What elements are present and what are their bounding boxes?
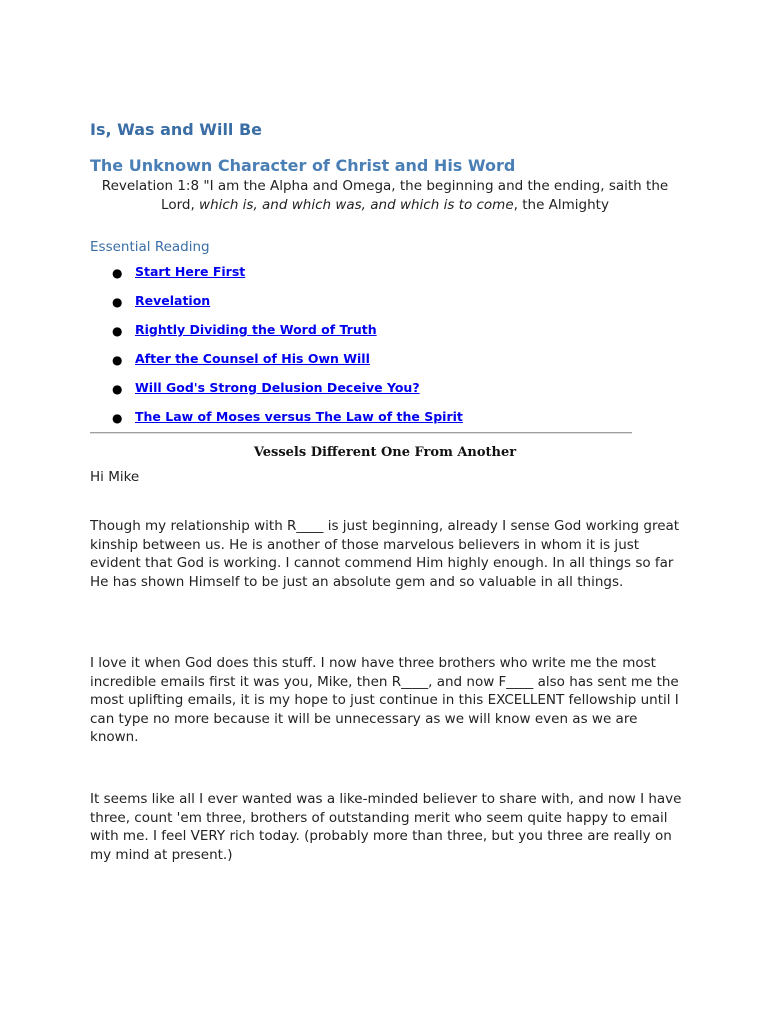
list-item xyxy=(110,322,463,351)
list-item xyxy=(110,293,463,322)
bullet-icon: ● xyxy=(112,382,123,396)
bullet-icon: ● xyxy=(112,353,123,367)
link-strong-delusion[interactable]: Will God's Strong Delusion Deceive You? xyxy=(135,380,420,395)
bullet-icon: ● xyxy=(112,295,123,309)
verse-text: Revelation 1:8 "I am the Alpha and Omega, the beginning and the ending, saith the Lord, xyxy=(101,178,669,213)
paragraph-1: Though my relationship with R____ is just beginning, already I sense God working great kinship between us. He is another of those marvelous believers in whom it is just evident that God is working. I cannot commend Him highly enough. In all things so far He has shown Himself to be just an absolute gem and so valuable in all things. xyxy=(90,518,680,590)
verse-quote xyxy=(90,177,680,215)
link-start-here-first[interactable]: Start Here First xyxy=(135,264,246,279)
page-subtitle: The Unknown Character of Christ and His Word xyxy=(90,156,516,175)
greeting: Hi Mike xyxy=(90,469,140,485)
paragraph-2: I love it when God does this stuff. I now have three brothers who write me the most incredible emails first it was you, Mike, then R____, and now F____ also has sent me the most uplifting emails, it is my hope to just continue in this EXCELLENT fellowship until I can type no more because it will be unnecessary as we will know even as we are known. xyxy=(90,655,679,745)
article-heading: Vessels Different One From Another xyxy=(253,445,517,460)
page-title: Is, Was and Will Be xyxy=(90,120,263,139)
verse-italic-text: which is, and which was, and which is to come xyxy=(199,197,514,213)
bullet-icon: ● xyxy=(112,324,123,338)
paragraph-3: It seems like all I ever wanted was a like-minded believer to share with, and now I have three, count 'em three, brothers of outstanding merit who seem quite happy to email with me. I feel VERY rich today. (probably more than three, but you three are really on my mind at present.) xyxy=(90,791,682,863)
list-item xyxy=(110,264,463,293)
link-law-of-moses[interactable]: The Law of Moses versus The Law of the Spirit xyxy=(135,409,463,424)
verse-end-text: , the Almighty xyxy=(513,197,609,213)
bullet-icon: ● xyxy=(112,266,123,280)
list-item xyxy=(110,351,463,380)
essential-reading-heading: Essential Reading xyxy=(90,239,210,255)
essential-reading-list xyxy=(110,264,463,438)
horizontal-divider xyxy=(90,432,632,434)
link-after-the-counsel[interactable]: After the Counsel of His Own Will xyxy=(135,351,370,366)
list-item xyxy=(110,380,463,409)
bullet-icon: ● xyxy=(112,411,123,425)
link-revelation[interactable]: Revelation xyxy=(135,293,211,308)
link-rightly-dividing[interactable]: Rightly Dividing the Word of Truth xyxy=(135,322,377,337)
